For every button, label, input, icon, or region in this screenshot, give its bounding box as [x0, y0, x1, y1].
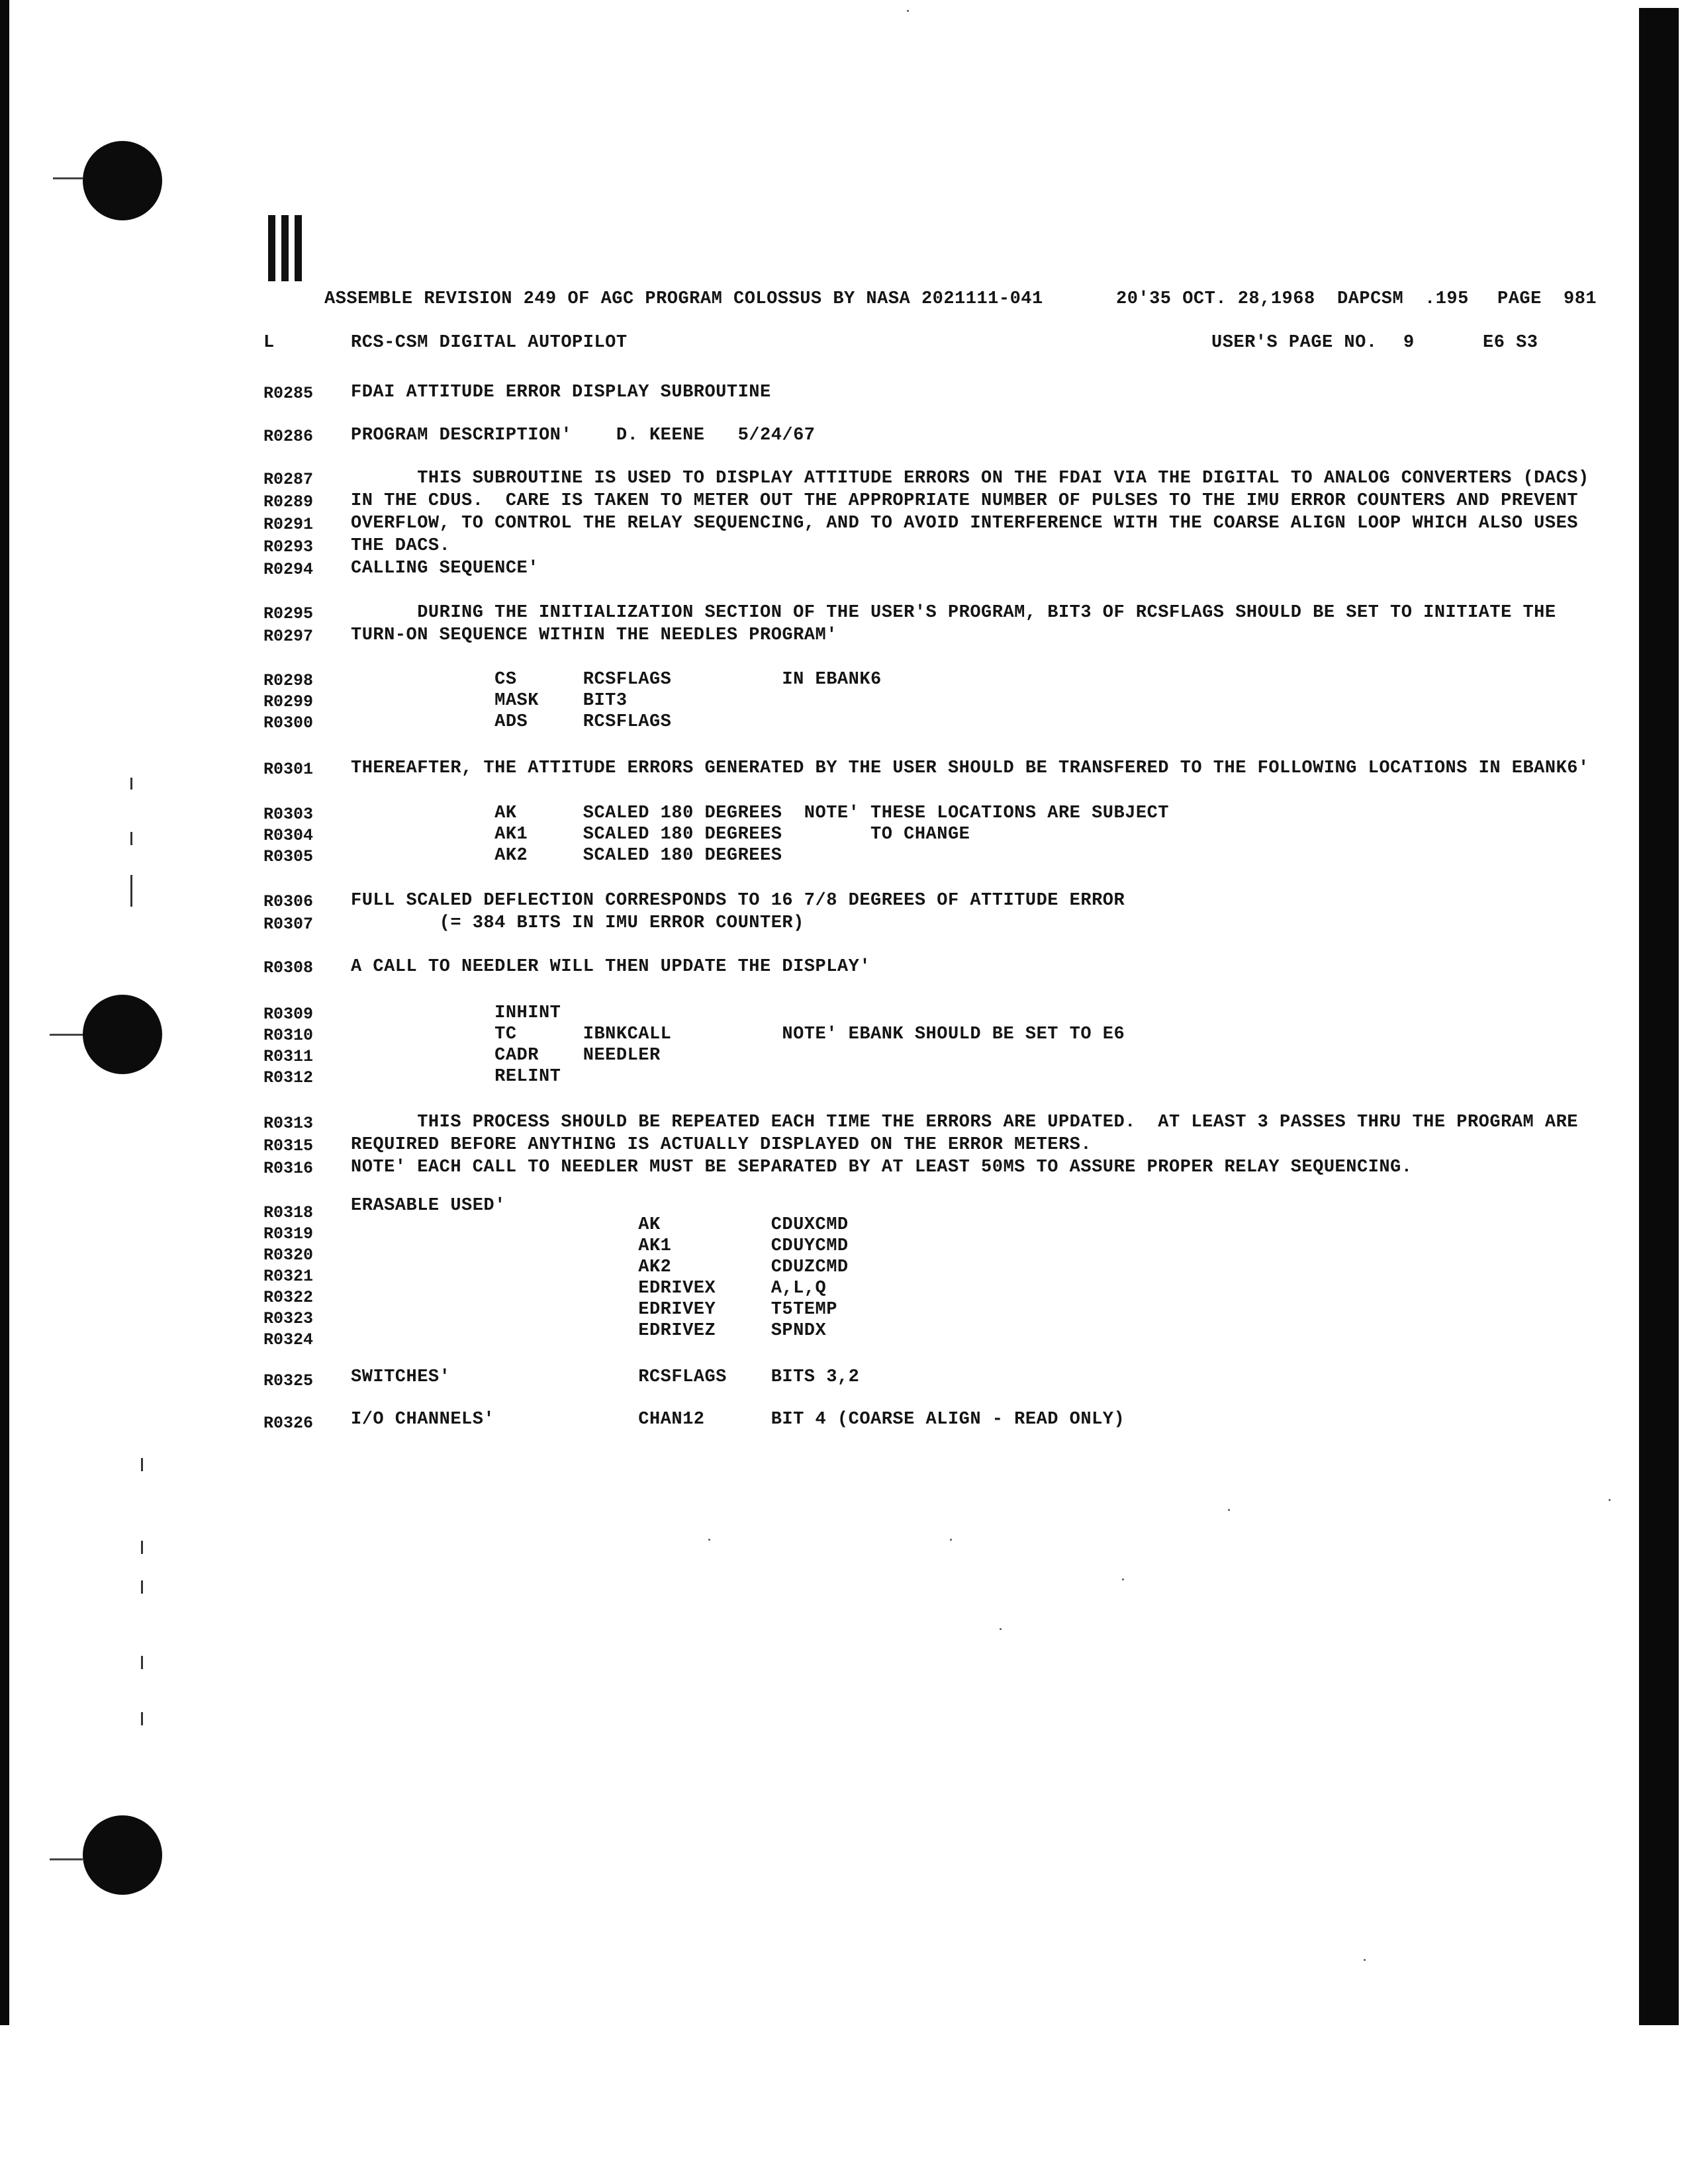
index-tab-marker [268, 215, 305, 281]
listing-line: FULL SCALED DEFLECTION CORRESPONDS TO 16 7/8 DEGREES OF ATTITUDE ERROR [351, 891, 1125, 911]
listing-line: CS RCSFLAGS IN EBANK6 [351, 670, 882, 690]
line-number: R0310 [263, 1026, 314, 1045]
header-log-section: DAPCSM [1337, 289, 1404, 309]
listing-line: THIS SUBROUTINE IS USED TO DISPLAY ATTITUDE ERRORS ON THE FDAI VIA THE DIGITAL TO ANALOG CONVERTERS (DACS) [351, 469, 1589, 488]
line-number: R0294 [263, 560, 314, 579]
listing-line: INHINT [351, 1003, 561, 1023]
listing-line: RELINT [351, 1067, 561, 1087]
line-number: R0321 [263, 1267, 314, 1286]
listing-line: NOTE' EACH CALL TO NEEDLER MUST BE SEPARATED BY AT LEAST 50MS TO ASSURE PROPER RELAY SEQUENCING. [351, 1158, 1413, 1177]
scan-speck [1122, 1578, 1124, 1580]
line-number: R0305 [263, 847, 314, 866]
scan-speck [708, 1539, 710, 1541]
margin-tick [130, 778, 132, 790]
line-number: R0322 [263, 1288, 314, 1307]
line-number: R0299 [263, 692, 314, 711]
line-number: R0304 [263, 826, 314, 845]
line-number: R0316 [263, 1159, 314, 1178]
listing-line: THIS PROCESS SHOULD BE REPEATED EACH TIME THE ERRORS ARE UPDATED. AT LEAST 3 PASSES THRU THE PROGRAM ARE [351, 1113, 1578, 1132]
listing-line: MASK BIT3 [351, 691, 628, 711]
listing-line: TURN-ON SEQUENCE WITHIN THE NEEDLES PROGRAM' [351, 625, 837, 645]
listing-line: FDAI ATTITUDE ERROR DISPLAY SUBROUTINE [351, 383, 771, 402]
bank-label: E6 S3 [1483, 333, 1538, 353]
line-number: R0318 [263, 1203, 314, 1222]
line-number: R0300 [263, 713, 314, 733]
line-number: R0323 [263, 1309, 314, 1328]
margin-tick [141, 1580, 143, 1594]
scan-speck [1228, 1509, 1230, 1511]
listing-line: THEREAFTER, THE ATTITUDE ERRORS GENERATED BY THE USER SHOULD BE TRANSFERED TO THE FOLLOWING LOCATIONS IN EBANK6' [351, 758, 1589, 778]
listing-line: AK1 CDUYCMD [351, 1236, 849, 1256]
line-number: R0293 [263, 537, 314, 557]
line-number: R0326 [263, 1414, 314, 1433]
listing-line: OVERFLOW, TO CONTROL THE RELAY SEQUENCING, AND TO AVOID INTERFERENCE WITH THE COARSE ALIGN LOOP WHICH ALSO USES [351, 514, 1578, 533]
listing-line: AK2 SCALED 180 DEGREES [351, 846, 782, 866]
line-number: R0315 [263, 1136, 314, 1156]
listing-line: ERASABLE USED' [351, 1196, 506, 1216]
line-number: R0320 [263, 1246, 314, 1265]
listing-line: I/O CHANNELS' CHAN12 BIT 4 (COARSE ALIGN - READ ONLY) [351, 1410, 1125, 1430]
line-number: R0324 [263, 1330, 314, 1349]
line-number: R0309 [263, 1005, 314, 1024]
listing-line: REQUIRED BEFORE ANYTHING IS ACTUALLY DISPLAYED ON THE ERROR METERS. [351, 1135, 1092, 1155]
scan-speck [1364, 1959, 1366, 1961]
listing-line: EDRIVEZ SPNDX [351, 1321, 827, 1341]
scan-edge-right [1639, 8, 1679, 2025]
line-number: R0285 [263, 384, 314, 403]
binder-hole-middle [83, 995, 162, 1074]
margin-tick [141, 1712, 143, 1725]
margin-tick [130, 875, 132, 907]
listing-line: THE DACS. [351, 536, 451, 556]
line-number: R0291 [263, 515, 314, 534]
listing-line: (= 384 BITS IN IMU ERROR COUNTER) [351, 913, 804, 933]
scan-speck [950, 1539, 952, 1541]
listing-line: PROGRAM DESCRIPTION' D. KEENE 5/24/67 [351, 426, 816, 445]
listing-line: TC IBNKCALL NOTE' EBANK SHOULD BE SET TO E6 [351, 1024, 1125, 1044]
header-page-label: PAGE [1497, 289, 1542, 309]
scan-edge-left [0, 0, 9, 2025]
listing-title: RCS-CSM DIGITAL AUTOPILOT [351, 333, 628, 353]
line-number: R0308 [263, 958, 314, 978]
listing-line: A CALL TO NEEDLER WILL THEN UPDATE THE DISPLAY' [351, 957, 871, 977]
line-number: R0319 [263, 1224, 314, 1244]
listing-line: EDRIVEX A,L,Q [351, 1279, 827, 1298]
hole-edge-mark [50, 1034, 83, 1036]
listing-line: AK1 SCALED 180 DEGREES TO CHANGE [351, 825, 970, 844]
line-number: R0303 [263, 805, 314, 824]
scan-speck [1000, 1628, 1002, 1630]
listing-line: CADR NEEDLER [351, 1046, 661, 1066]
listing-line: AK SCALED 180 DEGREES NOTE' THESE LOCATIONS ARE SUBJECT [351, 803, 1169, 823]
scan-speck [907, 10, 909, 12]
line-number: R0286 [263, 427, 314, 446]
listing-marker: L [263, 333, 275, 353]
header-page-number: 981 [1564, 289, 1597, 309]
line-number: R0298 [263, 671, 314, 690]
header-sequence: .195 [1425, 289, 1469, 309]
assembly-header: ASSEMBLE REVISION 249 OF AGC PROGRAM COLOSSUS BY NASA 2021111-041 [324, 289, 1043, 309]
users-page-label: USER'S PAGE NO. [1211, 333, 1378, 353]
listing-line: ADS RCSFLAGS [351, 712, 672, 732]
listing-line: AK CDUXCMD [351, 1215, 849, 1235]
line-number: R0297 [263, 627, 314, 646]
listing-line: AK2 CDUZCMD [351, 1257, 849, 1277]
listing-line: SWITCHES' RCSFLAGS BITS 3,2 [351, 1367, 860, 1387]
listing-line: DURING THE INITIALIZATION SECTION OF THE USER'S PROGRAM, BIT3 OF RCSFLAGS SHOULD BE SET TO INITIATE THE [351, 603, 1556, 623]
margin-tick [141, 1541, 143, 1554]
margin-tick [141, 1656, 143, 1669]
scan-speck [1609, 1499, 1611, 1501]
line-number: R0325 [263, 1371, 314, 1390]
line-number: R0311 [263, 1047, 314, 1066]
hole-edge-mark [50, 1858, 83, 1860]
line-number: R0306 [263, 892, 314, 911]
line-number: R0289 [263, 492, 314, 512]
margin-tick [141, 1458, 143, 1471]
binder-hole-top [83, 141, 162, 220]
listing-line: IN THE CDUS. CARE IS TAKEN TO METER OUT THE APPROPRIATE NUMBER OF PULSES TO THE IMU ERROR COUNTERS AND PREVENT [351, 491, 1578, 511]
margin-tick [130, 832, 132, 845]
users-page-number: 9 [1403, 333, 1415, 353]
line-number: R0295 [263, 604, 314, 623]
listing-line: EDRIVEY T5TEMP [351, 1300, 837, 1320]
header-timestamp: 20'35 OCT. 28,1968 [1116, 289, 1315, 309]
binder-hole-bottom [83, 1815, 162, 1895]
line-number: R0312 [263, 1068, 314, 1087]
line-number: R0301 [263, 760, 314, 779]
line-number: R0313 [263, 1114, 314, 1133]
line-number: R0307 [263, 915, 314, 934]
listing-line: CALLING SEQUENCE' [351, 559, 539, 578]
line-number: R0287 [263, 470, 314, 489]
hole-edge-mark [53, 177, 83, 179]
